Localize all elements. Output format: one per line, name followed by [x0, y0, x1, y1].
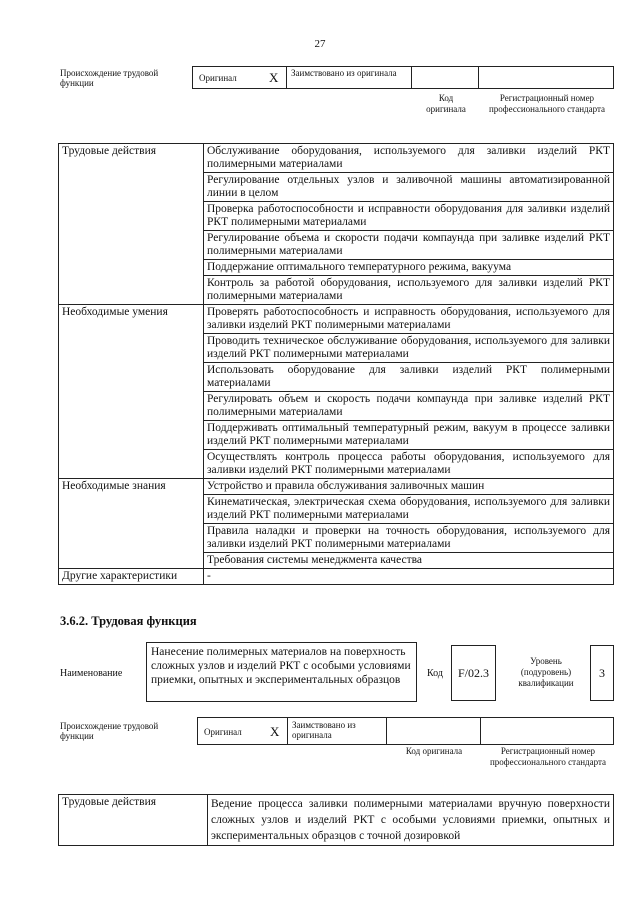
table-row: [59, 569, 614, 585]
origin-original-text-2: Оригинал: [204, 727, 242, 737]
skill-item: Регулировать объем и скорость подачи компаунда при заливке изделий РКТ полимерными материалами: [204, 392, 614, 421]
action-item: Проверка работоспособности и исправности оборудования для заливки изделий РКТ полимерными материалами: [204, 202, 614, 231]
name-label: Наименование: [60, 668, 123, 679]
labor-function-table-2: [58, 794, 614, 846]
origin-label-2: Происхождение трудовой функции: [60, 721, 159, 741]
origin-borrowed-box: [286, 66, 412, 89]
origin-label: Происхождение трудовой функции: [60, 68, 159, 88]
knowledge-item: Устройство и правила обслуживания заливочных машин: [204, 479, 614, 495]
action-item: Регулирование объема и скорости подачи компаунда при заливке изделий РКТ полимерными материалами: [204, 231, 614, 260]
origin-mark: X: [269, 70, 279, 85]
actions-label: Трудовые действия: [59, 144, 204, 305]
table-row: [59, 144, 614, 173]
knowledge-item: Правила наладки и проверки на точность оборудования, используемого для заливки изделий РКТ полимерными материалами: [204, 524, 614, 553]
knowledge-label: Необходимые знания: [59, 479, 204, 569]
origin-code-box-2: [386, 717, 481, 745]
level-value: 3: [599, 666, 605, 680]
origin-code-box: [411, 66, 479, 89]
name-value-box: [146, 642, 417, 702]
table-row: [59, 479, 614, 495]
origin-original-box: [192, 66, 287, 89]
action-item-2: Ведение процесса заливки полимерными материалами вручную поверхности сложных узлов и изделий РКТ с особыми условиями приемки, опытных и экспериментальных образцов с точной дозировкой: [208, 795, 614, 846]
origin-borrowed-box-2: [287, 717, 387, 745]
code-value-box: [451, 645, 496, 701]
origin-mark-2: X: [270, 724, 280, 739]
origin-borrowed-text-2: Заимствовано из оригинала: [292, 720, 356, 740]
origin-original-box-2: [197, 717, 288, 745]
labor-function-table: [58, 143, 614, 585]
page-number: 27: [314, 38, 326, 50]
other-label: Другие характеристики: [59, 569, 204, 585]
origin-code-caption: Код оригинала: [426, 93, 466, 114]
skill-item: Проводить техническое обслуживание оборудования, используемого для заливки изделий РКТ полимерными материалами: [204, 334, 614, 363]
origin-borrowed-text: Заимствовано из оригинала: [291, 68, 397, 78]
section-heading: 3.6.2. Трудовая функция: [60, 614, 197, 628]
skill-item: Использовать оборудование для заливки изделий РКТ полимерными материалами: [204, 363, 614, 392]
action-item: Регулирование отдельных узлов и заливочной машины автоматизированной линии в целом: [204, 173, 614, 202]
level-value-box: [590, 645, 614, 701]
knowledge-item: Кинематическая, электрическая схема оборудования, используемого для заливки изделий РКТ полимерными материалами: [204, 495, 614, 524]
skill-item: Проверять работоспособность и исправность оборудования, используемого для заливки изделий РКТ полимерными материалами: [204, 305, 614, 334]
knowledge-item: Требования системы менеджмента качества: [204, 553, 614, 569]
origin-reg-box-2: [480, 717, 614, 745]
origin-reg-box: [478, 66, 614, 89]
skill-item: Осуществлять контроль процесса работы оборудования, используемого для заливки изделий РКТ полимерными материалами: [204, 450, 614, 479]
action-item: Обслуживание оборудования, используемого для заливки изделий РКТ полимерными материалами: [204, 144, 614, 173]
table-row: [59, 795, 614, 846]
origin-original-text: Оригинал: [199, 73, 237, 83]
level-label: Уровень (подуровень) квалификации: [518, 656, 574, 688]
name-value: Нанесение полимерных материалов на поверхность сложных узлов и изделий РКТ с особыми условиями приемки, опытных и экспериментальных образцов: [151, 646, 411, 686]
skills-label: Необходимые умения: [59, 305, 204, 479]
skill-item: Поддерживать оптимальный температурный режим, вакуум в процессе заливки изделий РКТ полимерными материалами: [204, 421, 614, 450]
action-item: Поддержание оптимального температурного режима, вакуума: [204, 260, 614, 276]
origin-reg-caption-2: Регистрационный номер профессионального стандарта: [489, 746, 607, 767]
other-value: -: [204, 569, 614, 585]
origin-code-caption-2: Код оригинала: [405, 746, 463, 756]
actions-label-2: Трудовые действия: [59, 795, 208, 846]
code-value: F/02.3: [457, 666, 489, 680]
action-item: Контроль за работой оборудования, используемого для заливки изделий РКТ полимерными материалами: [204, 276, 614, 305]
code-label: Код: [427, 668, 443, 679]
origin-reg-caption: Регистрационный номер профессионального стандарта: [488, 93, 606, 114]
table-row: [59, 305, 614, 334]
